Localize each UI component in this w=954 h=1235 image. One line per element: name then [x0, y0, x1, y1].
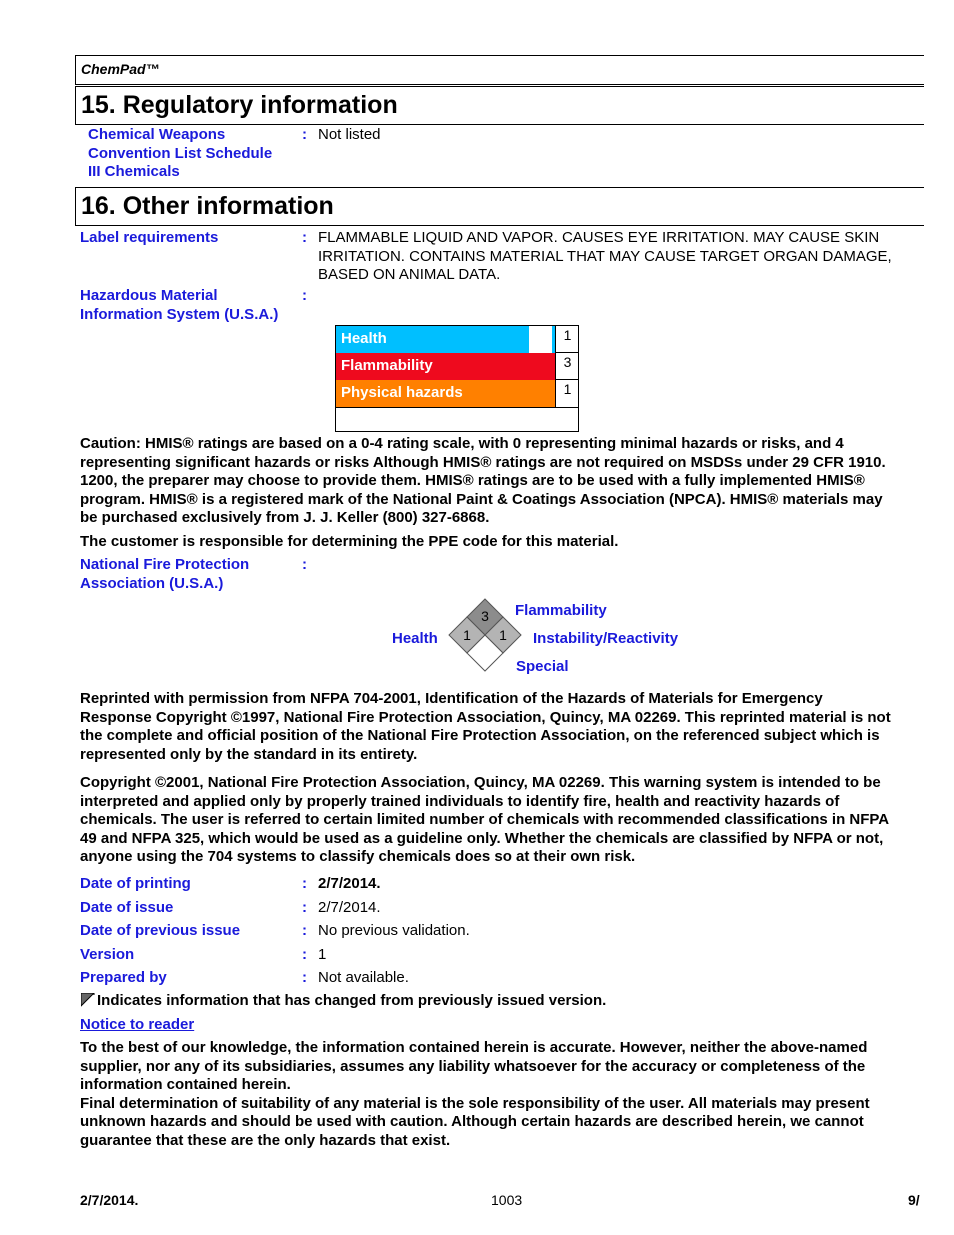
caution-line: representing significant hazards or risks Although HMIS® ratings are not required on MSDSs under 29 CFR 1910.	[80, 453, 886, 471]
field-value-date-of-previous-issue: No previous validation.	[318, 922, 470, 939]
reprint-line: Response Copyright ©1997, National Fire Protection Association, Quincy, MA 02269. This reprinted material is not	[80, 708, 891, 726]
copyright-line: chemicals. The user is referred to certain limited number of chemicals with recommended classifications in NFPA	[80, 811, 890, 828]
label-requirements-text	[318, 229, 892, 285]
product-name: ChemPad™	[81, 61, 160, 77]
nfpa-health-label: Health	[392, 630, 438, 647]
product-header	[75, 55, 924, 85]
label-requirements-label: Label requirements	[80, 229, 219, 246]
hmis-ppe-row	[336, 407, 578, 431]
changed-note: Indicates information that has changed from previously issued version.	[97, 992, 607, 1009]
colon: :	[302, 922, 307, 939]
field-label-version: Version	[80, 946, 135, 963]
colon: :	[302, 946, 307, 963]
notice-line: guarantee that these are the only hazards that exist.	[80, 1131, 451, 1149]
hmis-flammability-bar	[336, 353, 555, 380]
caution-line: be purchased exclusively from J. J. Keller (800) 327-6868.	[80, 509, 490, 526]
nfpa-label	[80, 556, 249, 593]
notice-line: information contained herein.	[80, 1076, 291, 1093]
hmis-physical-value: 1	[563, 381, 572, 397]
hmis-label-line: Information System (U.S.A.)	[80, 305, 279, 323]
footer-code: 1003	[491, 1192, 523, 1208]
hmis-physical-bar	[336, 380, 555, 407]
nfpa-special-label: Special	[516, 658, 569, 675]
caution-line: Caution: HMIS® ratings are based on a 0-4 rating scale, with 0 representing minimal hazards or risks, and 4	[80, 435, 844, 452]
field-label-prepared-by: Prepared by	[80, 969, 167, 986]
hmis-health-label: Health	[341, 330, 387, 347]
caution-line: 1200, the preparer may choose to provide them. HMIS® ratings are to be used with a fully implemented HMIS®	[80, 472, 865, 489]
footer-page: 9/	[908, 1192, 920, 1208]
colon: :	[302, 126, 307, 143]
reprint-line: represented only by the standard in its entirety.	[80, 745, 418, 763]
nfpa-instability-label: Instability/Reactivity	[533, 630, 679, 647]
changed-indicator-icon	[81, 993, 95, 1007]
cwc-label-line: Convention List Schedule	[88, 144, 273, 162]
hmis-health-value: 1	[556, 326, 579, 353]
hmis-health-gap	[529, 326, 552, 353]
colon: :	[302, 229, 307, 246]
hmis-health-bar	[336, 326, 529, 353]
cwc-label-line: III Chemicals	[88, 163, 180, 180]
nfpa-reprint	[80, 690, 891, 764]
section-16-title-text: 16. Other information	[81, 192, 334, 220]
cwc-label	[88, 126, 272, 182]
footer-date: 2/7/2014.	[80, 1192, 139, 1208]
colon: :	[302, 969, 307, 986]
nfpa-flammability-value: 3	[481, 608, 489, 624]
section-15-title	[75, 86, 924, 125]
cwc-value: Not listed	[318, 126, 381, 143]
caution-line: program. HMIS® is a registered mark of the National Paint & Coatings Association (NPCA). HMIS® materials may	[80, 490, 883, 508]
colon: :	[302, 556, 307, 573]
colon: :	[302, 875, 307, 892]
field-value-date-of-issue: 2/7/2014.	[318, 899, 381, 916]
notice-to-reader-link[interactable]: Notice to reader	[80, 1016, 195, 1033]
field-label-date-of-printing: Date of printing	[80, 875, 191, 892]
hmis-physical-label: Physical hazards	[341, 384, 463, 401]
label-requirements-line: BASED ON ANIMAL DATA.	[318, 266, 501, 283]
reprint-line: the complete and official position of the National Fire Protection Association, on the referenced subject which is	[80, 727, 880, 744]
hmis-label	[80, 287, 278, 324]
hmis-label-line: Hazardous Material	[80, 287, 218, 304]
section-16-title	[75, 187, 924, 226]
copyright-line: 49 and NFPA 325, which would be used as a guideline only. Whether the chemicals are classified by NFPA or not,	[80, 829, 884, 847]
label-requirements-line: IRRITATION. CONTAINS MATERIAL THAT MAY CAUSE TARGET ORGAN DAMAGE,	[318, 247, 892, 265]
field-label-date-of-issue: Date of issue	[80, 899, 174, 916]
reprint-line: Reprinted with permission from NFPA 704-2001, Identification of the Hazards of Materials for Emergency	[80, 690, 823, 707]
notice-line: To the best of our knowledge, the information contained herein is accurate. However, neither the above-named	[80, 1039, 868, 1056]
copyright-line: Copyright ©2001, National Fire Protection Association, Quincy, MA 02269. This warning system is intended to be	[80, 774, 881, 791]
hmis-flammability-label: Flammability	[341, 357, 433, 374]
notice-text	[80, 1039, 870, 1150]
nfpa-copyright	[80, 774, 889, 867]
ppe-note: The customer is responsible for determining the PPE code for this material.	[80, 533, 619, 550]
nfpa-label-line: Association (U.S.A.)	[80, 574, 224, 592]
field-value-version: 1	[318, 946, 327, 963]
cwc-label-line: Chemical Weapons	[88, 126, 226, 143]
field-label-date-of-previous-issue: Date of previous issue	[80, 922, 241, 939]
notice-line: Final determination of suitability of any material is the sole responsibility of the user. All materials may present	[80, 1094, 870, 1112]
colon: :	[302, 287, 307, 304]
nfpa-instability-value: 1	[499, 627, 507, 643]
hmis-table	[335, 325, 579, 432]
nfpa-flammability-label: Flammability	[515, 602, 607, 619]
field-value-prepared-by: Not available.	[318, 969, 409, 986]
nfpa-health-value: 1	[463, 627, 471, 643]
copyright-line: interpreted and applied only by properly trained individuals to identify fire, health and reactivity hazards of	[80, 792, 840, 810]
notice-line: unknown hazards and should be used with caution. Although certain hazards are described herein, we cannot	[80, 1113, 864, 1130]
copyright-line: anyone using the 704 systems to classify chemicals does so at their own risk.	[80, 848, 636, 865]
colon: :	[302, 899, 307, 916]
nfpa-diamond	[445, 596, 525, 678]
hmis-flammability-value: 3	[556, 353, 579, 380]
nfpa-label-line: National Fire Protection	[80, 556, 250, 573]
hmis-caution	[80, 435, 886, 528]
label-requirements-line: FLAMMABLE LIQUID AND VAPOR. CAUSES EYE IRRITATION. MAY CAUSE SKIN	[318, 229, 880, 246]
notice-line: supplier, nor any of its subsidiaries, assumes any liability whatsoever for the accuracy or completeness of the	[80, 1057, 866, 1075]
section-15-title-text: 15. Regulatory information	[81, 91, 398, 119]
field-value-date-of-printing: 2/7/2014.	[318, 875, 381, 892]
